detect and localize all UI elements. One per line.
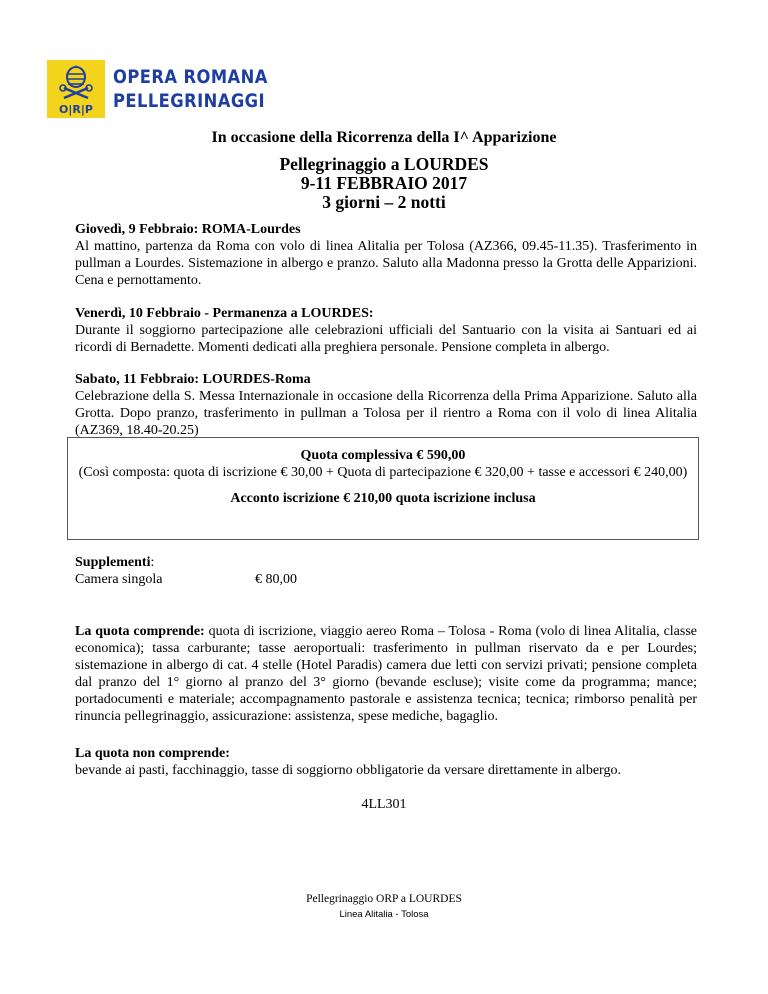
footer-title: Pellegrinaggio ORP a LOURDES [306,893,462,905]
papal-emblem-icon [47,60,105,118]
excludes-section [75,745,697,779]
price-breakdown: (Così composta: quota di iscrizione € 30,00 + Quota di partecipazione € 320,00 + tasse e accessori € 240,00) [78,465,688,480]
logo-line-1: OPERA ROMANA [113,66,268,88]
supplement-value: € 80,00 [255,572,297,587]
logo-wordmark [113,65,268,113]
excludes-heading: La quota non comprende: [75,746,230,761]
logo-line-2: PELLEGRINAGGI [113,90,266,112]
footer-subtitle: Linea Alitalia - Tolosa [339,909,429,920]
title-dates: 9-11 FEBBRAIO 2017 [300,173,468,193]
price-box [67,437,699,540]
day-3-heading: Sabato, 11 Febbraio: LOURDES-Roma [75,372,311,387]
supplement-label: Camera singola [75,572,163,587]
includes-heading: La quota comprende: [75,624,205,639]
day-3 [75,371,697,439]
supplements [75,554,297,588]
includes-section [75,623,697,725]
supplement-row [75,571,297,588]
price-total: Quota complessiva € 590,00 [300,448,466,463]
day-1-text: Al mattino, partenza da Roma con volo di linea Alitalia per Tolosa (AZ366, 09.45-11.35). Trasferimento in pullman a Lourdes. Sistemazione in albergo e pranzo. Saluto alla Madonna presso la Grotta delle Apparizioni. Cena e pernottamento. [75,239,697,288]
day-3-text: Celebrazione della S. Messa Internazionale in occasione della Ricorrenza della Prima Apparizione. Saluto alla Grotta. Dopo pranzo, trasferimento in pullman a Tolosa per il rientro a Roma con il volo di linea Alitalia (AZ369, 18.40-20.25) [75,389,697,438]
trip-code: 4LL301 [361,797,407,812]
occasion-line: In occasione della Ricorrenza della I^ Apparizione [211,129,557,146]
price-deposit: Acconto iscrizione € 210,00 quota iscrizione inclusa [230,491,536,506]
title-line-1: Pellegrinaggio a LOURDES [279,154,489,174]
supplements-heading: Supplementi: [75,555,155,570]
includes-text: quota di iscrizione, viaggio aereo Roma – Tolosa - Roma (volo di linea Alitalia, classe economica); tassa carburante; tasse aeroportuali: trasferimento in pullman riservato da e per Lourdes; sistemazione in albergo di cat. 4 stelle (Hotel Paradis) camera due letti con servizi privati; pensione completa dal pranzo del 1° giorno al pranzo del 3° giorno (bevande escluse); visite come da programma; mance; portadocumenti e materiale; accompagnamento pastorale e assistenza tecnica; tecnica; rimborso penalità per rinuncia pellegrinaggio, assicurazione: assistenza, spese mediche, bagaglio. [75,624,698,724]
day-2-text: Durante il soggiorno partecipazione alle celebrazioni ufficiali del Santuario con la visita ai Santuari ed ai ricordi di Bernadette. Momenti dedicati alla preghiera personale. Pensione completa in albergo. [75,323,697,355]
badge-letters: O|R|P [59,103,93,116]
excludes-text: bevande ai pasti, facchinaggio, tasse di soggiorno obbligatorie da versare direttamente in albergo. [75,763,621,778]
orp-logo [47,60,293,118]
day-2 [75,305,697,356]
page-title [0,155,768,212]
day-2-heading: Venerdì, 10 Febbraio - Permanenza a LOURDES: [75,306,374,321]
day-1 [75,221,697,289]
includes-paragraph [75,623,697,725]
title-duration: 3 giorni – 2 notti [322,192,446,212]
day-1-heading: Giovedì, 9 Febbraio: ROMA-Lourdes [75,222,301,237]
